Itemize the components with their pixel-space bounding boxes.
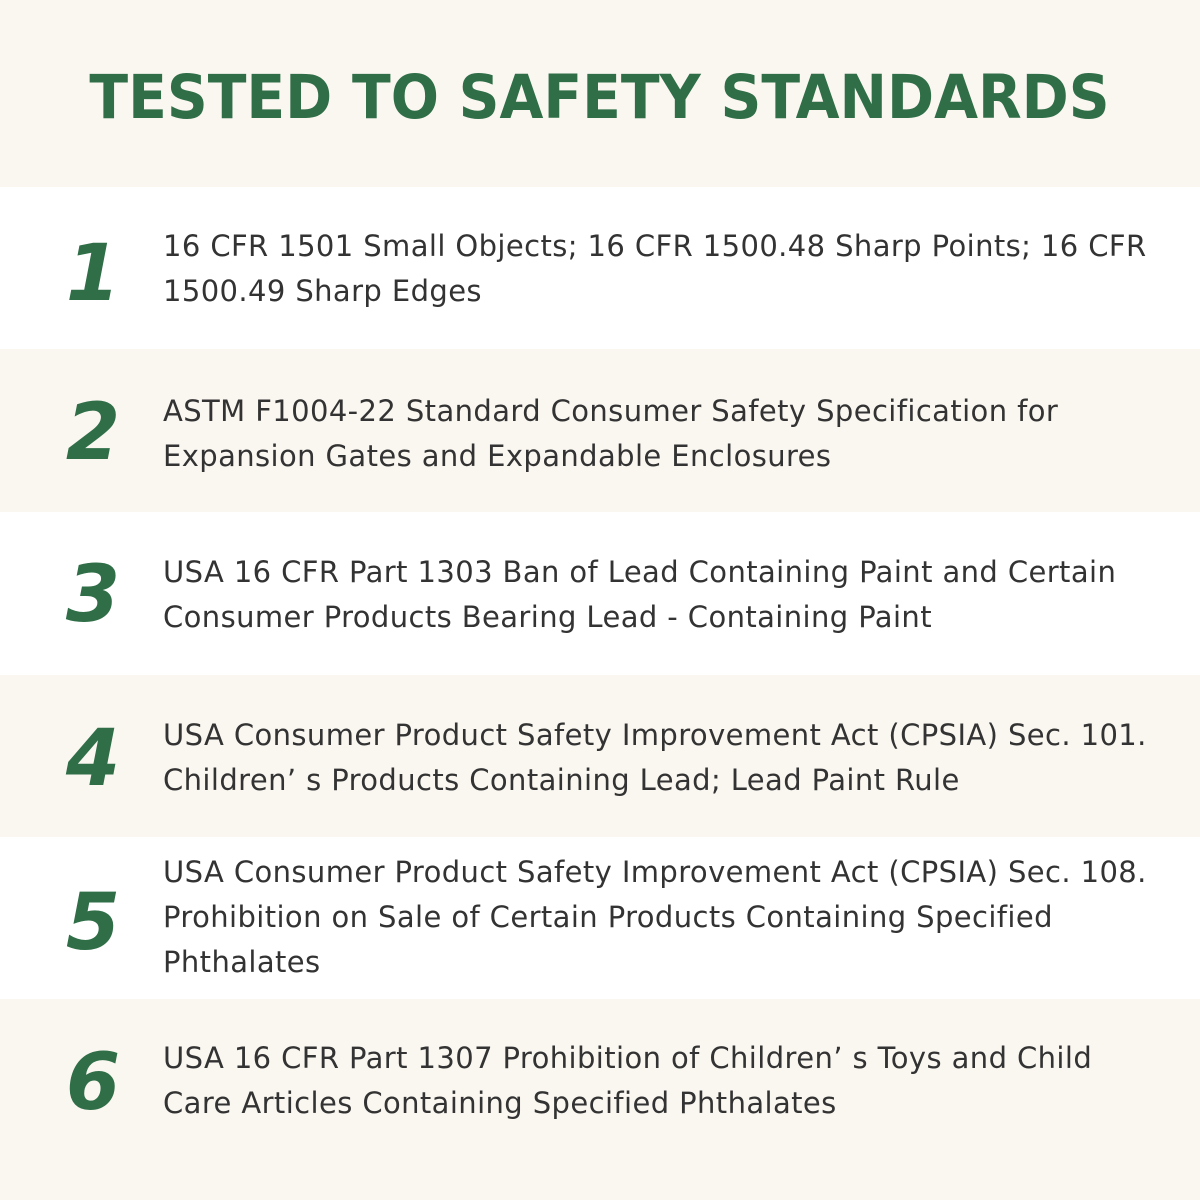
item-text: ASTM F1004-22 Standard Consumer Safety Specification for Expansion Gates and Expandable Enclosures (163, 394, 1059, 473)
list-item (0, 675, 1200, 837)
item-text: 16 CFR 1501 Small Objects; 16 CFR 1500.48 Sharp Points; 16 CFR 1500.49 Sharp Edges (163, 229, 1147, 308)
item-text: USA 16 CFR Part 1307 Prohibition of Children’ s Toys and Child Care Articles Containing Specified Phthalates (163, 1041, 1093, 1120)
item-number: 6 (65, 1038, 121, 1128)
item-number: 5 (65, 878, 121, 968)
list-item (0, 349, 1200, 512)
list-item (0, 999, 1200, 1200)
item-number: 4 (65, 714, 121, 804)
item-number: 1 (65, 229, 121, 319)
list-item (0, 187, 1200, 349)
list-item (0, 512, 1200, 675)
list-item (0, 837, 1200, 999)
header (0, 0, 1200, 187)
item-number: 2 (65, 388, 121, 478)
item-text: USA Consumer Product Safety Improvement Act (CPSIA) Sec. 101. Children’ s Products Containing Lead; Lead Paint Rule (163, 718, 1147, 797)
item-text: USA Consumer Product Safety Improvement Act (CPSIA) Sec. 108. Prohibition on Sale of Certain Products Containing Specified Phthalates (163, 855, 1147, 979)
item-text: USA 16 CFR Part 1303 Ban of Lead Containing Paint and Certain Consumer Products Bearing Lead - Containing Paint (163, 555, 1117, 634)
item-number: 3 (65, 550, 121, 640)
page-title: TESTED TO SAFETY STANDARDS (89, 62, 1111, 133)
